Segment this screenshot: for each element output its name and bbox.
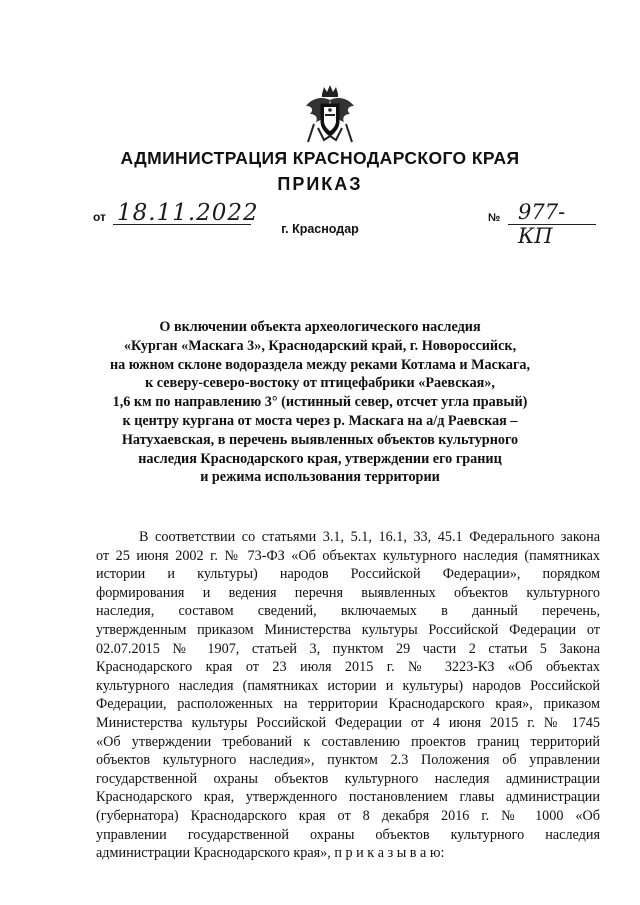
handwritten-number: 977-КП [518, 200, 566, 248]
body-line: объектов культурного наследия», пунктом 2.3 Положения об управлении [96, 752, 600, 769]
body-line: администрации Краснодарского края», п р и к а з ы в а ю: [96, 845, 445, 862]
krasnodar-coat-of-arms-icon [304, 84, 356, 144]
body-line: Министерства культуры Российской Федерации от 4 июня 2015 г. № 1745 [96, 714, 600, 731]
city-name: г. Краснодар [281, 222, 359, 236]
body-line: формирования и ведения перечня выявленных объектов культурного [96, 584, 600, 601]
date-label: от [93, 210, 106, 224]
body-line: утвержденным приказом Министерства культуры Российской Федерации от [96, 621, 600, 638]
title-line: к центру кургана от моста через р. Маскага на а/д Раевская – [122, 412, 518, 429]
body-paragraph [96, 528, 600, 863]
document-type: ПРИКАЗ [277, 174, 363, 194]
body-line: истории и культуры) народов Российской Федерации», порядком [96, 566, 600, 583]
title-line: наследия Краснодарского края, утверждении его границ [138, 450, 502, 467]
body-line: 02.07.2015 № 1907, статьей 3, пунктом 29 части 2 статьи 5 Закона [96, 640, 600, 657]
title-line: на южном склоне водораздела между реками Котлама и Маскага, [109, 356, 531, 373]
title-line: «Курган «Маскага 3», Краснодарский край, г. Новороссийск, [123, 337, 517, 354]
title-line: Натухаевская, в перечень выявленных объектов культурного [121, 431, 519, 448]
order-title [100, 318, 540, 487]
body-line: (губернатора) Краснодарского края от 8 декабря 2016 г. № 1000 «Об [96, 807, 600, 824]
body-line: Краснодарского края, утвержденного постановлением главы администрации [96, 789, 600, 806]
body-line: Краснодарского края от 23 июля 2015 г. № 3223-КЗ «Об объектах [96, 659, 600, 676]
organization-name: АДМИНИСТРАЦИЯ КРАСНОДАРСКОГО КРАЯ [120, 148, 520, 168]
body-line: наследия, составом сведений, включаемых в данный перечень, [96, 603, 600, 620]
number-label: № [488, 212, 501, 224]
body-line: «Об утверждении требований к составлению проектов границ территорий [96, 733, 600, 750]
title-line: и режима использования территории [200, 469, 440, 486]
body-line: управлении государственной охраны объектов культурного наследия [96, 826, 600, 843]
title-line: к северу-северо-востоку от птицефабрики «Раевская», [145, 375, 495, 392]
body-line: культурного наследия (памятниках истории и культуры) народов Российской [96, 677, 600, 694]
body-line: Федерации, расположенных на территории Краснодарского края», приказом [96, 696, 600, 713]
body-line: государственной охраны объектов культурного наследия администрации [96, 770, 600, 787]
body-line: В соответствии со статьями 3.1, 5.1, 16.1, 33, 45.1 Федерального закона [139, 529, 600, 545]
title-line: 1,6 км по направлению 3° (истинный север, отсчет угла правый) [112, 394, 528, 411]
title-line: О включении объекта археологического наследия [159, 319, 481, 335]
body-line: от 25 июня 2002 г. № 73-ФЗ «Об объектах культурного наследия (памятниках [96, 547, 600, 564]
handwritten-date: 18.11.2022 [117, 200, 259, 226]
